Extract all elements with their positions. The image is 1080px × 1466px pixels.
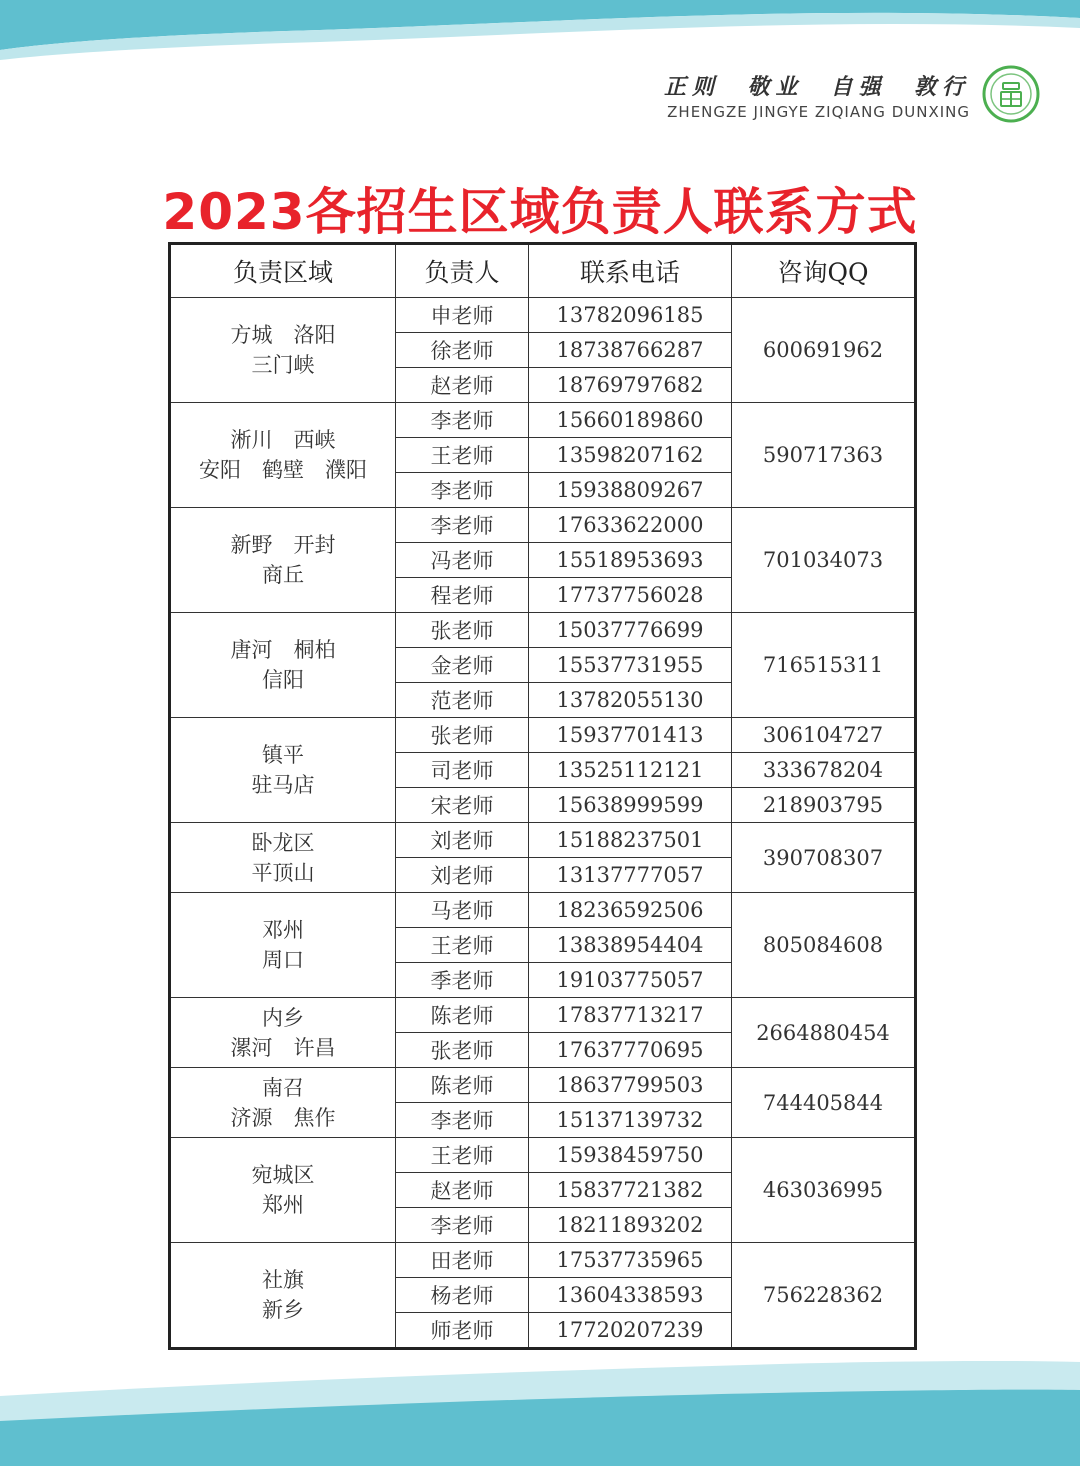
region-cell: 邓州 周口 [170,893,396,998]
phone-cell: 15660189860 [529,403,732,438]
contact-name-cell: 刘老师 [396,858,529,893]
contact-name-cell: 张老师 [396,718,529,753]
contact-name-cell: 申老师 [396,298,529,333]
contact-name-cell: 陈老师 [396,998,529,1033]
region-cell: 南召 济源 焦作 [170,1068,396,1138]
motto-chinese: 正则 敬业 自强 敦行 [664,74,970,100]
top-wave-decoration [0,0,1080,80]
table-row [170,1243,916,1278]
header-phone: 联系电话 [529,244,732,298]
qq-cell: 744405844 [732,1068,916,1138]
region-cell: 宛城区 郑州 [170,1138,396,1243]
contact-name-cell: 季老师 [396,963,529,998]
table-header-row [170,244,916,298]
table-row [170,1068,916,1103]
motto-english: ZHENGZE JINGYE ZIQIANG DUNXING [667,103,970,121]
contact-name-cell: 赵老师 [396,1173,529,1208]
phone-cell: 15037776699 [529,613,732,648]
table-row [170,1138,916,1173]
region-cell: 新野 开封 商丘 [170,508,396,613]
qq-cell: 463036995 [732,1138,916,1243]
qq-cell: 306104727 [732,718,916,753]
table-row [170,403,916,438]
phone-cell: 15837721382 [529,1173,732,1208]
phone-cell: 15938809267 [529,473,732,508]
phone-cell: 18637799503 [529,1068,732,1103]
phone-cell: 15937701413 [529,718,732,753]
table-row [170,823,916,858]
phone-cell: 13137777057 [529,858,732,893]
phone-cell: 18769797682 [529,368,732,403]
phone-cell: 17720207239 [529,1313,732,1349]
qq-cell: 716515311 [732,613,916,718]
region-cell: 淅川 西峡 安阳 鹤壁 濮阳 [170,403,396,508]
phone-cell: 15518953693 [529,543,732,578]
phone-cell: 13838954404 [529,928,732,963]
phone-cell: 15137139732 [529,1103,732,1138]
phone-cell: 15537731955 [529,648,732,683]
contact-name-cell: 冯老师 [396,543,529,578]
qq-cell: 390708307 [732,823,916,893]
header-person: 负责人 [396,244,529,298]
phone-cell: 19103775057 [529,963,732,998]
phone-cell: 13604338593 [529,1278,732,1313]
qq-cell: 218903795 [732,788,916,823]
contact-name-cell: 马老师 [396,893,529,928]
header-qq: 咨询QQ [732,244,916,298]
phone-cell: 13598207162 [529,438,732,473]
school-motto [664,74,970,122]
contact-name-cell: 范老师 [396,683,529,718]
phone-cell: 18738766287 [529,333,732,368]
contact-name-cell: 李老师 [396,508,529,543]
contact-name-cell: 李老师 [396,1103,529,1138]
contact-name-cell: 王老师 [396,1138,529,1173]
region-cell: 方城 洛阳 三门峡 [170,298,396,403]
phone-cell: 17637770695 [529,1033,732,1068]
contact-name-cell: 师老师 [396,1313,529,1349]
table-row [170,893,916,928]
table-row [170,613,916,648]
contact-name-cell: 程老师 [396,578,529,613]
phone-cell: 13525112121 [529,753,732,788]
contact-name-cell: 李老师 [396,403,529,438]
contact-name-cell: 杨老师 [396,1278,529,1313]
region-cell: 内乡 漯河 许昌 [170,998,396,1068]
qq-cell: 805084608 [732,893,916,998]
phone-cell: 13782055130 [529,683,732,718]
qq-cell: 756228362 [732,1243,916,1349]
contact-name-cell: 宋老师 [396,788,529,823]
region-cell: 镇平 驻马店 [170,718,396,823]
contact-name-cell: 王老师 [396,928,529,963]
contact-name-cell: 王老师 [396,438,529,473]
region-cell: 社旗 新乡 [170,1243,396,1349]
contact-name-cell: 赵老师 [396,368,529,403]
school-emblem-icon [982,65,1040,123]
qq-cell: 701034073 [732,508,916,613]
page-title: 2023各招生区域负责人联系方式 [162,183,918,241]
table-row [170,718,916,753]
qq-cell: 600691962 [732,298,916,403]
contact-name-cell: 司老师 [396,753,529,788]
qq-cell: 2664880454 [732,998,916,1068]
phone-cell: 18211893202 [529,1208,732,1243]
header-region: 负责区域 [170,244,396,298]
table-row [170,998,916,1033]
contact-name-cell: 刘老师 [396,823,529,858]
phone-cell: 17737756028 [529,578,732,613]
phone-cell: 13782096185 [529,298,732,333]
phone-cell: 17633622000 [529,508,732,543]
qq-cell: 333678204 [732,753,916,788]
table-row [170,508,916,543]
table-row [170,298,916,333]
phone-cell: 15638999599 [529,788,732,823]
contact-name-cell: 陈老师 [396,1068,529,1103]
region-cell: 唐河 桐柏 信阳 [170,613,396,718]
contact-table [168,242,917,1350]
phone-cell: 18236592506 [529,893,732,928]
contact-name-cell: 徐老师 [396,333,529,368]
phone-cell: 15938459750 [529,1138,732,1173]
contact-name-cell: 李老师 [396,473,529,508]
contact-name-cell: 田老师 [396,1243,529,1278]
qq-cell: 590717363 [732,403,916,508]
phone-cell: 17837713217 [529,998,732,1033]
contact-name-cell: 金老师 [396,648,529,683]
phone-cell: 15188237501 [529,823,732,858]
region-cell: 卧龙区 平顶山 [170,823,396,893]
contact-name-cell: 张老师 [396,613,529,648]
phone-cell: 17537735965 [529,1243,732,1278]
contact-name-cell: 李老师 [396,1208,529,1243]
contact-name-cell: 张老师 [396,1033,529,1068]
